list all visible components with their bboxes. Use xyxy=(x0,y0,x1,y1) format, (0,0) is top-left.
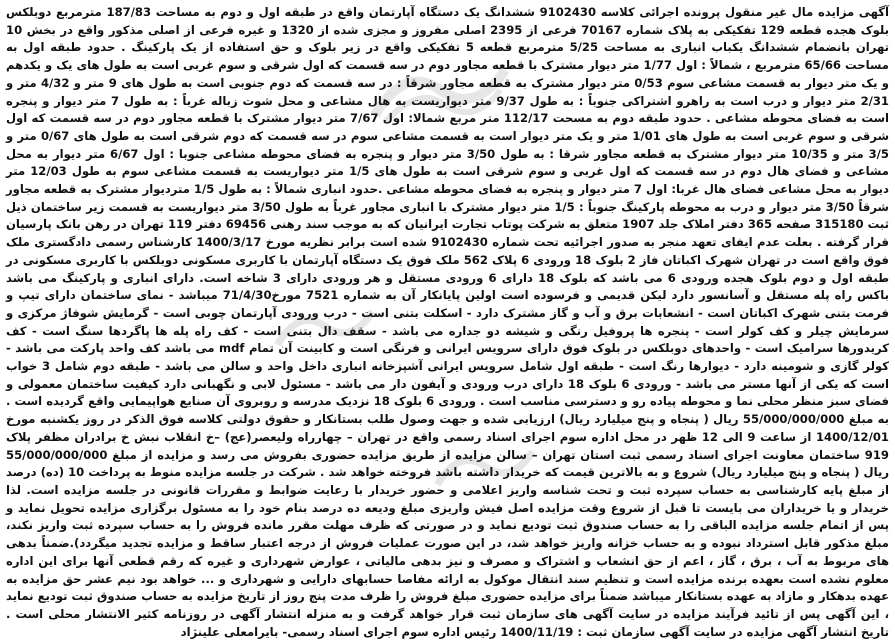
auction-notice xyxy=(6,4,890,639)
auction-notice-text: آگهی مزایده مال غیر منقول پرونده اجرائی کلاسه 9102430 ششدانگ یک دستگاه آپارتمان واقع در طبقه اول و دوم به مساحت 187/83 مترمربع دوبلکس بلوک هجده قطعه 129 تفکیکی به پلاک شماره 70167 فرعی از 2395 اصلی مفروز و مجزی شده از 1320 و غیره فرعی از اصلی مذکور واقع در بخش 10 تهران بانضمام ششدانگ یکباب انباری به مساحت 5/25 مترمربع قطعه 5 تفکیکی واقع در زیر بلوک و حق استفاده از یک پارکینگ . حدود طبقه اول به مساحت 65/66 مترمربع ، شمالاً : اول 1/77 متر دیوار مشترک با قطعه مجاور دوم در سه قسمت که اول شرقی و سوم غربی است به طول های یک و یکدهم و یک متر دیوار به قسمت مشاعی سوم 0/53 متر دیوار مشترک به قطعه مجاور شرقاً : در سه قسمت که دوم جنوبی است به طول های 9 متر و 4/32 متر و 2/31 متر دیوار و درب است به راهرو اشتراکی جنوباً : به طول 9/37 متر دیواریست به هال مشاعی و محل شوت زباله غرباً : به طول 7 متر دیوار و پنجره است به فضای محوطه مشاعی . حدود طبقه دوم به مسحت 112/17 متر مربع شمالا: اول 7/67 متر دیوار مشترک با قطعه مجاور دوم در سه قسمت که اول شرقی و سوم غربی است به طول های 1/01 متر و یک متر دیوار است به قسمت مشاعی سوم در سه قسمت که دوم شرقی است به طول های 0/67 متر و 3/5 متر و 10/35 متر دیوار مشترک به قطعه مجاور شرقا : به طول 3/50 متر دیوار و پنجره به فضای محوطه مشاعی جنوبا : اول 6/67 متر دیوار به محل مشاعی و فضای هال دوم در سه قسمت که اول غربی و سوم شرقی است به طول های 1/5 متر دیواریست به قسمت مشاعی سوم به طول 12/03 متر دیوار به محل مشاعی فضای هال غربا: اول 7 متر دیوار و پنجره به فضای محوطه مشاعی .حدود انباری شمالاً : به طول 1/5 متردیوار مشترک به قطعه مجاور شرقاً 3/50 متر دیوار و درب به محوطه پارکینگ جنوباً : 1/5 متر دیوار مشترک با انباری مجاور غرباً به طول 3/50 متر دیواریست به قسمت زیر ساختمان ذیل ثبت 315180 صفحه 365 دفتر املاک جلد 1907 متعلق به شرکت پوتاب تجارت ایرانیان که به موجب سند رهنی 69456 دفتر 119 تهران در رهن بانک پارسیان قرار گرفته . بعلت عدم ایفای تعهد منجر به صدور اجرائیه تحت شماره 9102430 شده است برابر نظریه مورخ 1400/3/17 کارشناس رسمی دادگستری ملک فوق واقع است در تهران شهرک اکباتان فاز 2 بلوک 18 ورودی 6 پلاک 562 ملک فوق یک دستگاه آپارتمان با کاربری مسکونی دوبلکس با کاربری مسکونی در طبقه اول و دوم بلوک هجده ورودی 6 می باشد که بلوک 18 دارای 6 ورودی مستقل و هر ورودی دارای 3 شاخه است. دارای انباری و پارکینگ می باشد باکس راه پله مستقل و آسانسور دارد لیکن قدیمی و فرسوده است اولین پایانکار آن به شماره 7521 مورخ71/4/30 میباشد - نمای ساختمان دارای تیپ و فرمت بتنی شهرک اکباتان است - انشعابات برق و آب و گاز مشترک دارد - اسکلت بتنی است - درب ورودی آپارتمان چوبی است - گرمایش شوفاژ مرکزی و سرمایش چیلر و کف کولر است - پنجره ها پروفیل رنگی و شیشه دو جداره می باشد - سقف دال بتنی است - کف راه پله ها پاگردها سنگ است - کف کریدورها سرامیک است - واحدهای دوبلکس در بلوک فوق دارای سرویس ایرانی و فرنگی است و کابینت آن تمام mdf می باشد کف واحد پارکت می باشد - کولر گازی و شومینه دارد - دیوارها رنگ است - طبقه اول شامل سرویس ایرانی آشپزخانه انباری داخل واحد و سالن می باشد - طبقه دوم شامل 3 خواب است که یکی از آنها مستر می باشد - ورودی 6 بلوک 18 دارای درب ورودی و آیفون دار می باشد - مسئول لابی و نگهبانی دارد کیفیت ساختمان معمولی و فضای سبز منظر محلی نما و محوطه پیاده رو و دسترسی مناسب است . ورودی 6 بلوک 18 نزدیک مدرسه و روبروی آن صنایع هواپیمایی واقع گردیده است . به مبلغ 55/000/000/000 ریال ( پنجاه و پنج میلیارد ریال) ارزیابی شده و جهت وصول طلب بستانکار و حقوق دولتی کلاسه فوق الذکر در روز یکشنبه مورخ 1400/12/01 از ساعت 9 الی 12 ظهر در محل اداره سوم اجرای اسناد رسمی واقع در تهران – چهارراه ولیعصر(عج) –خ انقلاب نبش خ برادران مظفر پلاک 919 ساختمان معاونت اجرای اسناد رسمی ثبت استان تهران – سالن مزایده از طریق مزایده حضوری بفروش می رسد و مزایده از مبلغ 55/000/000/000 ریال ( پنجاه و پنج میلیارد ریال) شروع و به بالاترین قیمت که خریدار داشته باشد فروخته خواهد شد . شرکت در جلسه مزایده منوط به پرداخت 10 (ده) درصد از مبلغ پایه کارشناسی به حساب سپرده ثبت و تحت شناسه واریز اعلامی و حضور خریدار با رعایت ضوابط و مقررات قانونی در جلسه مزایده است. لذا خریدار و یا خریداران می بایست تا قبل از شروع وقت مزایده اصل فیش واریزی مبلغ ودیعه ده درصد بنام خود را به مسئول برگزاری مزایده تحویل نماید و پس از اتمام جلسه مزایده الباقی را به حساب صندوق ثبت تودیع نماید و در صورتی که ظرف مهلت مقرر مانده فروش را به حساب سپرده ثبت واریز نکند، مبلغ مذکور قابل استرداد نبوده و به حساب خزانه واریز خواهد شد، در این صورت عملیات فروش از درجه اعتبار ساقط و مزایده تجدید میگردد).ضمناً بدهی های مربوط به آب ، برق ، گاز ، اعم از حق انشعاب و اشتراک و مصرف و نیز بدهی مالیاتی ، عوارض شهرداری و غیره که رقم قطعی آنها برای این اداره معلوم نشده است بعهده برنده مزایده است و تنظیم سند انتقال موکول به ارائه مفاصا حسابهای دارایی و شهرداری و ... خواهد بود نیم عشر حق مزایده به عهده بدهکار و مازاد به عهده بستانکار میباشد ضمناً برای مزایده حضوری مبلغ فروش را ظرف مدت پنج روز از تاریخ مزایده به حساب صندوق ثبت تودیع نماید ، این آگهی پس از تائید فرآیند مزایده در سایت آگهی های سازمان ثبت قرار خواهد گرفت و به منزله انتشار آگهی در روزنامه کثیر الانتشار محلی است . تاریخ انتشار آگهی مزایده در سایت آگهی سازمان ثبت : 1400/11/19 رئیس اداره سوم اجرای اسناد رسمی- بایرامعلی علینژاد xyxy=(6,5,890,639)
